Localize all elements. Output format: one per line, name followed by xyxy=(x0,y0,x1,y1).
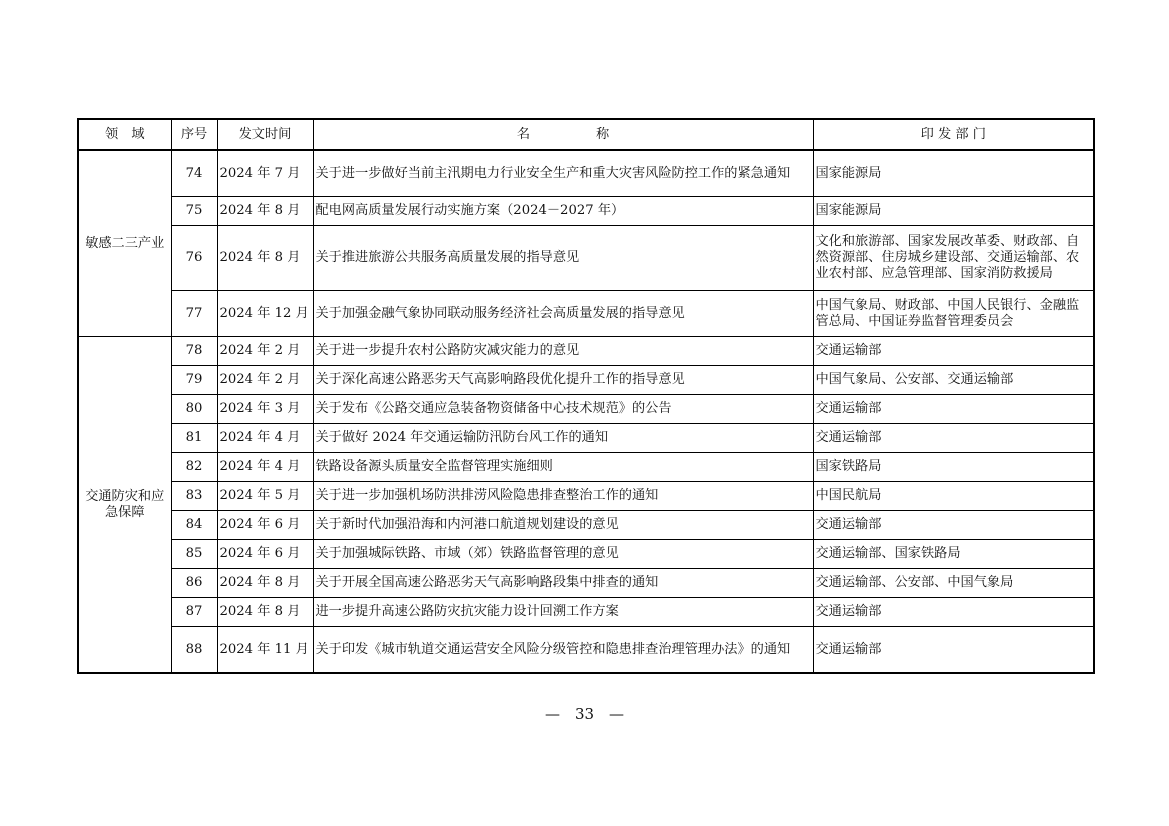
date-cell: 2024 年 4 月 xyxy=(217,424,313,453)
table-row xyxy=(78,627,1094,674)
page-number: — 33 — xyxy=(544,705,625,723)
dept-cell: 交通运输部 xyxy=(813,395,1094,424)
header-row xyxy=(78,119,1094,150)
dept-cell: 中国民航局 xyxy=(813,482,1094,511)
header-date: 发文时间 xyxy=(217,119,313,150)
title-cell: 关于做好 2024 年交通运输防汛防台风工作的通知 xyxy=(313,424,813,453)
date-cell: 2024 年 2 月 xyxy=(217,366,313,395)
num-cell: 75 xyxy=(171,197,217,226)
domain-cell: 交通防灾和应急保障 xyxy=(78,337,171,674)
title-cell: 铁路设备源头质量安全监督管理实施细则 xyxy=(313,453,813,482)
title-cell: 关于进一步加强机场防洪排涝风险隐患排查整治工作的通知 xyxy=(313,482,813,511)
title-cell: 关于开展全国高速公路恶劣天气高影响路段集中排查的通知 xyxy=(313,569,813,598)
date-cell: 2024 年 2 月 xyxy=(217,337,313,366)
date-cell: 2024 年 8 月 xyxy=(217,226,313,291)
title-cell: 关于进一步提升农村公路防灾减灾能力的意见 xyxy=(313,337,813,366)
num-cell: 77 xyxy=(171,291,217,337)
table-row xyxy=(78,511,1094,540)
title-cell: 关于加强金融气象协同联动服务经济社会高质量发展的指导意见 xyxy=(313,291,813,337)
table-row xyxy=(78,197,1094,226)
dept-cell: 交通运输部 xyxy=(813,337,1094,366)
date-cell: 2024 年 3 月 xyxy=(217,395,313,424)
date-cell: 2024 年 5 月 xyxy=(217,482,313,511)
dept-cell: 交通运输部 xyxy=(813,424,1094,453)
table-row xyxy=(78,291,1094,337)
dept-cell: 中国气象局、财政部、中国人民银行、金融监管总局、中国证券监督管理委员会 xyxy=(813,291,1094,337)
num-cell: 79 xyxy=(171,366,217,395)
date-cell: 2024 年 6 月 xyxy=(217,511,313,540)
dept-cell: 交通运输部、国家铁路局 xyxy=(813,540,1094,569)
title-cell: 关于进一步做好当前主汛期电力行业安全生产和重大灾害风险防控工作的紧急通知 xyxy=(313,150,813,197)
date-cell: 2024 年 7 月 xyxy=(217,150,313,197)
dept-cell: 中国气象局、公安部、交通运输部 xyxy=(813,366,1094,395)
date-cell: 2024 年 12 月 xyxy=(217,291,313,337)
dept-cell: 国家铁路局 xyxy=(813,453,1094,482)
dept-cell: 交通运输部 xyxy=(813,598,1094,627)
date-cell: 2024 年 4 月 xyxy=(217,453,313,482)
num-cell: 76 xyxy=(171,226,217,291)
dept-cell: 文化和旅游部、国家发展改革委、财政部、自然资源部、住房城乡建设部、交通运输部、农业农村部、应急管理部、国家消防救援局 xyxy=(813,226,1094,291)
header-dept: 印 发 部 门 xyxy=(813,119,1094,150)
title-cell: 关于印发《城市轨道交通运营安全风险分级管控和隐患排查治理管理办法》的通知 xyxy=(313,627,813,674)
num-cell: 87 xyxy=(171,598,217,627)
table-row xyxy=(78,598,1094,627)
header-num: 序号 xyxy=(171,119,217,150)
date-cell: 2024 年 11 月 xyxy=(217,627,313,674)
num-cell: 84 xyxy=(171,511,217,540)
dept-cell: 国家能源局 xyxy=(813,197,1094,226)
table-row xyxy=(78,569,1094,598)
domain-cell: 敏感二三产业 xyxy=(78,150,171,337)
header-title: 名 称 xyxy=(313,119,813,150)
table-row xyxy=(78,366,1094,395)
title-cell: 配电网高质量发展行动实施方案（2024－2027 年） xyxy=(313,197,813,226)
table-row xyxy=(78,453,1094,482)
table-row xyxy=(78,540,1094,569)
date-cell: 2024 年 8 月 xyxy=(217,197,313,226)
dept-cell: 国家能源局 xyxy=(813,150,1094,197)
dept-cell: 交通运输部、公安部、中国气象局 xyxy=(813,569,1094,598)
date-cell: 2024 年 8 月 xyxy=(217,569,313,598)
title-cell: 关于发布《公路交通应急装备物资储备中心技术规范》的公告 xyxy=(313,395,813,424)
table-row xyxy=(78,482,1094,511)
num-cell: 83 xyxy=(171,482,217,511)
table-row xyxy=(78,150,1094,197)
date-cell: 2024 年 6 月 xyxy=(217,540,313,569)
title-cell: 关于加强城际铁路、市域（郊）铁路监督管理的意见 xyxy=(313,540,813,569)
table-row xyxy=(78,395,1094,424)
title-cell: 关于新时代加强沿海和内河港口航道规划建设的意见 xyxy=(313,511,813,540)
num-cell: 86 xyxy=(171,569,217,598)
num-cell: 81 xyxy=(171,424,217,453)
table-row xyxy=(78,337,1094,366)
table-row xyxy=(78,226,1094,291)
dept-cell: 交通运输部 xyxy=(813,627,1094,674)
dept-cell: 交通运输部 xyxy=(813,511,1094,540)
policy-table xyxy=(77,118,1095,674)
table-row xyxy=(78,424,1094,453)
title-cell: 进一步提升高速公路防灾抗灾能力设计回溯工作方案 xyxy=(313,598,813,627)
num-cell: 80 xyxy=(171,395,217,424)
num-cell: 82 xyxy=(171,453,217,482)
num-cell: 78 xyxy=(171,337,217,366)
num-cell: 85 xyxy=(171,540,217,569)
header-domain: 领 域 xyxy=(78,119,171,150)
title-cell: 关于深化高速公路恶劣天气高影响路段优化提升工作的指导意见 xyxy=(313,366,813,395)
title-cell: 关于推进旅游公共服务高质量发展的指导意见 xyxy=(313,226,813,291)
date-cell: 2024 年 8 月 xyxy=(217,598,313,627)
num-cell: 88 xyxy=(171,627,217,674)
num-cell: 74 xyxy=(171,150,217,197)
